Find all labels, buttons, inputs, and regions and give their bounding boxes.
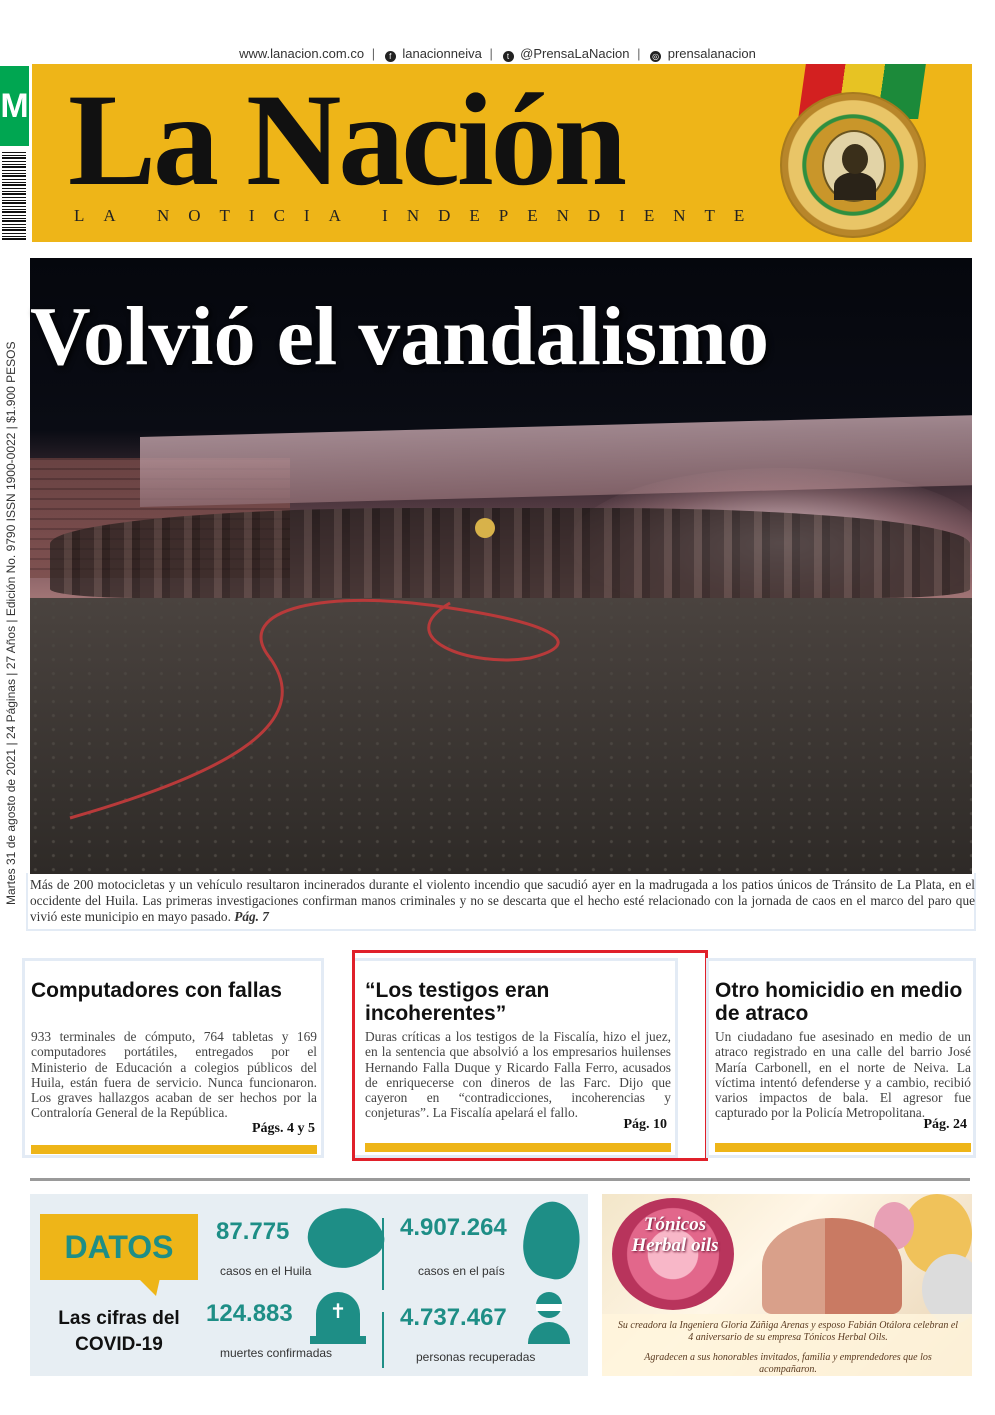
lead-caption — [30, 877, 975, 925]
huila-map-icon — [299, 1193, 391, 1282]
story-page-ref[interactable]: Pág. 24 — [923, 1117, 967, 1132]
barcode — [2, 150, 26, 240]
tombstone-icon: ✝ — [316, 1292, 360, 1336]
separator: | — [637, 46, 641, 61]
person-body — [528, 1322, 570, 1344]
stat-pais-value: 4.907.264 — [400, 1214, 507, 1241]
ad-line-1: Su creadora la Ingeniera Gloria Zúñiga Arenas y esposo Fabián Otálora celebran el 4 aniversario de su empresa Tónicos Herbal Oils. — [617, 1320, 959, 1343]
separator: | — [371, 46, 376, 61]
datos-badge: DATOS — [40, 1214, 198, 1280]
story-page-ref[interactable]: Pág. 10 — [623, 1117, 667, 1132]
tombstone-base — [310, 1336, 366, 1344]
story-page-ref[interactable]: Págs. 4 y 5 — [252, 1121, 315, 1136]
section-divider — [30, 1178, 970, 1181]
lead-headline[interactable]: Volvió el vandalismo — [30, 290, 770, 383]
instagram-handle[interactable]: prensalanacion — [667, 46, 756, 61]
stat-divider — [382, 1312, 384, 1368]
stat-huila-label: casos en el Huila — [220, 1264, 312, 1278]
story-body: 933 terminales de cómputo, 764 tabletas y 169 computadores portátiles, entregados por el Ministerio de Educación a colegios públicos del Huila, están fuera de servicio. Nunca funcionaron. Los graves hallazgos acaban de ser hechos por la Contraloría General de la República. — [31, 1029, 317, 1121]
founder-portrait — [822, 130, 886, 202]
story-accent-bar — [31, 1145, 317, 1154]
ad-text — [616, 1320, 960, 1376]
photo-ground — [30, 598, 972, 874]
stat-pais-label: casos en el país — [418, 1264, 505, 1278]
selection-highlight — [352, 950, 708, 1161]
story-accent-bar — [715, 1143, 971, 1152]
tagline: LA NOTICIA INDEPENDIENTE — [74, 206, 764, 225]
ad-brand: Tónicos Herbal oils — [631, 1214, 719, 1256]
story-homicidio[interactable] — [706, 958, 976, 1158]
story-body: Un ciudadano fue asesinado en medio de un atraco registrado en una calle del barrio José María Carbonell, en el norte de Neiva. La víctima intentó defenderse y a cambio, recibió varios impactos de bala. El agresor fue capturado por la Policía Metropolitana. — [715, 1029, 971, 1121]
photo-burned-motorcycles — [50, 508, 970, 598]
story-title[interactable]: “Los testigos eran incoherentes” — [365, 979, 550, 1025]
face-mask — [536, 1304, 562, 1311]
covid-subtitle: Las cifras del COVID-19 — [58, 1308, 180, 1355]
stat-recuperados-value: 4.737.467 — [400, 1304, 507, 1331]
ad-couple-photo — [762, 1218, 902, 1314]
story-title[interactable]: Otro homicidio en medio de atraco — [715, 979, 963, 1025]
medal-emblem — [780, 92, 926, 238]
covid-data-panel — [30, 1194, 588, 1376]
separator: | — [489, 46, 493, 61]
twitter-handle[interactable]: @PrensaLaNacion — [520, 46, 630, 61]
masthead — [32, 64, 972, 242]
twitter-icon: t — [503, 51, 514, 62]
stat-huila-value: 87.775 — [216, 1218, 290, 1245]
stat-recuperados-label: personas recuperadas — [416, 1350, 536, 1364]
story-body: Duras críticas a los testigos de la Fiscalía, hizo el juez, en la sentencia que absolvió a los empresarios huilenses Hernando Falla Duque y Ricardo Falla Ferro, acusados de enriquecerse con dineros de las Farc. Dijo que cayeron en “contradicciones, incoherencias y conjeturas”. La Fiscalía apelará el fallo. — [365, 1029, 671, 1121]
facebook-icon: f — [385, 51, 396, 62]
newspaper-logo[interactable]: La Nación — [68, 66, 625, 213]
stat-divider — [382, 1218, 384, 1290]
lead-caption-text: Más de 200 motocicletas y un vehículo resultaron incinerados durante el violento incendio que sacudió ayer en la madrugada a los patios únicos de Tránsito de La Plata, en el occidente del Huila. Las primeras investigaciones confirman manos criminales y no se descarta que el hecho esté relacionado con la jornada de caos en el marco del paro que vivió este municipio en mayo pasado. — [30, 877, 975, 924]
advertisement[interactable] — [602, 1194, 972, 1376]
edition-info: Martes 31 de agosto de 2021 | 24 Páginas | 27 Años | Edición No. 9790 ISSN 1900-0022 | $1.900 PESOS — [4, 341, 18, 905]
ad-line-2: Agradecen a sus honorables invitados, familia y emprendedores que los acompañaron. — [644, 1352, 932, 1375]
website-link[interactable]: www.lanacion.com.co — [239, 46, 365, 61]
facebook-handle[interactable]: lanacionneiva — [402, 46, 482, 61]
lead-page-ref[interactable]: Pág. 7 — [234, 909, 269, 924]
datos-badge-tail — [138, 1278, 160, 1296]
section-letter-badge: M — [0, 66, 29, 146]
stat-muertes-value: 124.883 — [206, 1300, 293, 1327]
story-title[interactable]: Computadores con fallas — [31, 979, 282, 1002]
instagram-icon: ◎ — [650, 51, 661, 62]
colombia-map-icon — [517, 1197, 588, 1283]
story-computadores[interactable] — [22, 958, 324, 1158]
social-links-bar — [0, 46, 995, 62]
stat-muertes-label: muertes confirmadas — [220, 1346, 333, 1360]
